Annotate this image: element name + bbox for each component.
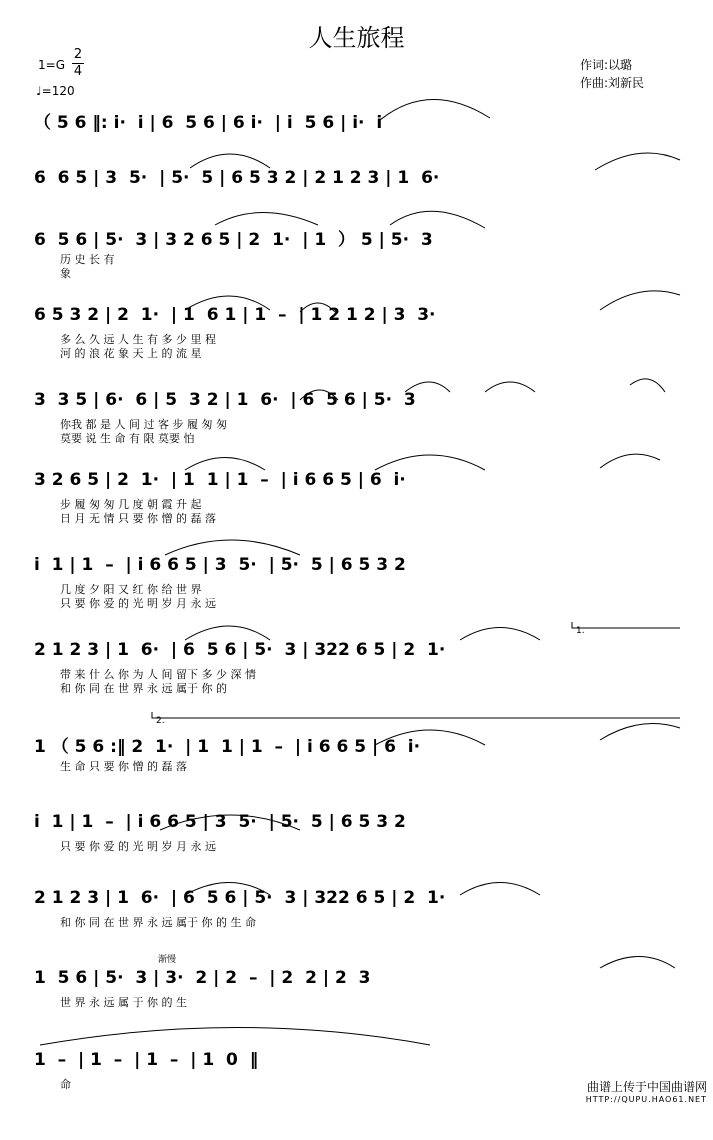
notation-line: （ 5 6 ‖: i· i | 6 5 6 | 6 i· | i 5 6 | i· i [34, 113, 383, 133]
volta-1-label: 1. [576, 626, 585, 636]
notation-line: 2 1 2 3 | 1 6· | 6 5 6 | 5· 3 | 322 6 5 | 2 1· [34, 640, 446, 660]
lyrics-verse-1: 历 史 长 有 [60, 253, 115, 266]
notation-line: 2 1 2 3 | 1 6· | 6 5 6 | 5· 3 | 322 6 5 | 2 1· [34, 888, 446, 908]
notation-line: i 1 | 1 – | i 6 6 5 | 3 5· | 5· 5 | 6 5 3 2 [34, 812, 406, 832]
watermark-url: HTTP://QUPU.HAO61.NET [585, 1095, 707, 1104]
lyrics-verse-1: 命 [60, 1078, 71, 1091]
notation-line: 1 5 6 | 5· 3 | 3· 2 | 2 – | 2 2 | 2 3 [34, 968, 371, 988]
watermark [586, 1078, 707, 1104]
lyrics-verse-1: 和 你 同 在 世 界 永 远 属于 你 的 生 命 [60, 916, 256, 929]
lyricist-credit: 作词:以璐 [580, 58, 633, 72]
watermark-text: 曲谱上传于中国曲谱网 [586, 1080, 707, 1094]
lyrics-verse-1: 多 么 久 远 人 生 有 多 少 里 程 [60, 333, 216, 346]
lyrics-verse-1: 你我 都 是 人 间 过 客 步 履 匆 匆 [60, 418, 227, 431]
composer-credit: 作曲:刘新民 [580, 76, 645, 90]
notation-line: 1 （ 5 6 :‖ 2 1· | 1 1 | 1 – | i 6 6 5 | 6 i· [34, 737, 421, 757]
expression-marking: 渐慢 [158, 955, 177, 965]
notation-line: 3 3 5 | 6· 6 | 5 3 2 | 1 6· | 6 5 6 | 5· 3 [34, 390, 416, 410]
notation-line: 3 2 6 5 | 2 1· | 1 1 | 1 – | i 6 6 5 | 6 i· [34, 470, 406, 490]
notation-line: 6 6 5 | 3 5· | 5· 5 | 6 5 3 2 | 2 1 2 3 | 1 6· [34, 168, 440, 188]
lyrics-verse-1: 只 要 你 爱 的 光 明 岁 月 永 远 [60, 840, 216, 853]
lyrics-verse-1: 生 命 只 要 你 憎 的 磊 落 [60, 760, 187, 773]
volta-2-label: 2. [156, 716, 165, 726]
page-title: 人生旅程 [308, 24, 405, 52]
time-signature-top: 2 [73, 47, 83, 62]
lyrics-verse-2: 河 的 浪 花 象 天 上 的 流 星 [60, 347, 202, 360]
notation-line: 6 5 6 | 5· 3 | 3 2 6 5 | 2 1· | 1 ） 5 | 5· 3 [34, 230, 433, 250]
quarter-note-icon: ♩ [36, 84, 42, 98]
lyrics-verse-2: 莫要 说 生 命 有 限 莫要 怕 [60, 432, 195, 445]
notation-line: i 1 | 1 – | i 6 6 5 | 3 5· | 5· 5 | 6 5 3 2 [34, 555, 406, 575]
notation-line: 6 5 3 2 | 2 1· | 1 6 1 | 1 – | 1 2 1 2 | 3 3· [34, 305, 436, 325]
lyrics-verse-1: 世 界 永 远 属 于 你 的 生 [60, 996, 187, 1009]
lyrics-verse-1: 带 来 什 么 你 为 人 间 留下 多 少 深 情 [60, 668, 256, 681]
notation-line: 1 – | 1 – | 1 – | 1 0 ‖ [34, 1050, 259, 1070]
time-signature-bottom: 4 [73, 64, 83, 79]
lyrics-verse-1: 步 履 匆 匆 几 度 朝 霞 升 起 [60, 498, 202, 511]
lyrics-verse-2: 象 [60, 267, 71, 280]
lyrics-verse-1: 几 度 夕 阳 又 红 你 给 世 界 [60, 583, 202, 596]
lyrics-verse-2: 和 你 同 在 世 界 永 远 属于 你 的 [60, 682, 227, 695]
lyrics-verse-2: 只 要 你 爱 的 光 明 岁 月 永 远 [60, 597, 216, 610]
key-signature: 1=G [38, 58, 65, 72]
lyrics-verse-2: 日 月 无 情 只 要 你 憎 的 磊 落 [60, 512, 216, 525]
tempo-marking: ♩=120 [36, 84, 75, 98]
